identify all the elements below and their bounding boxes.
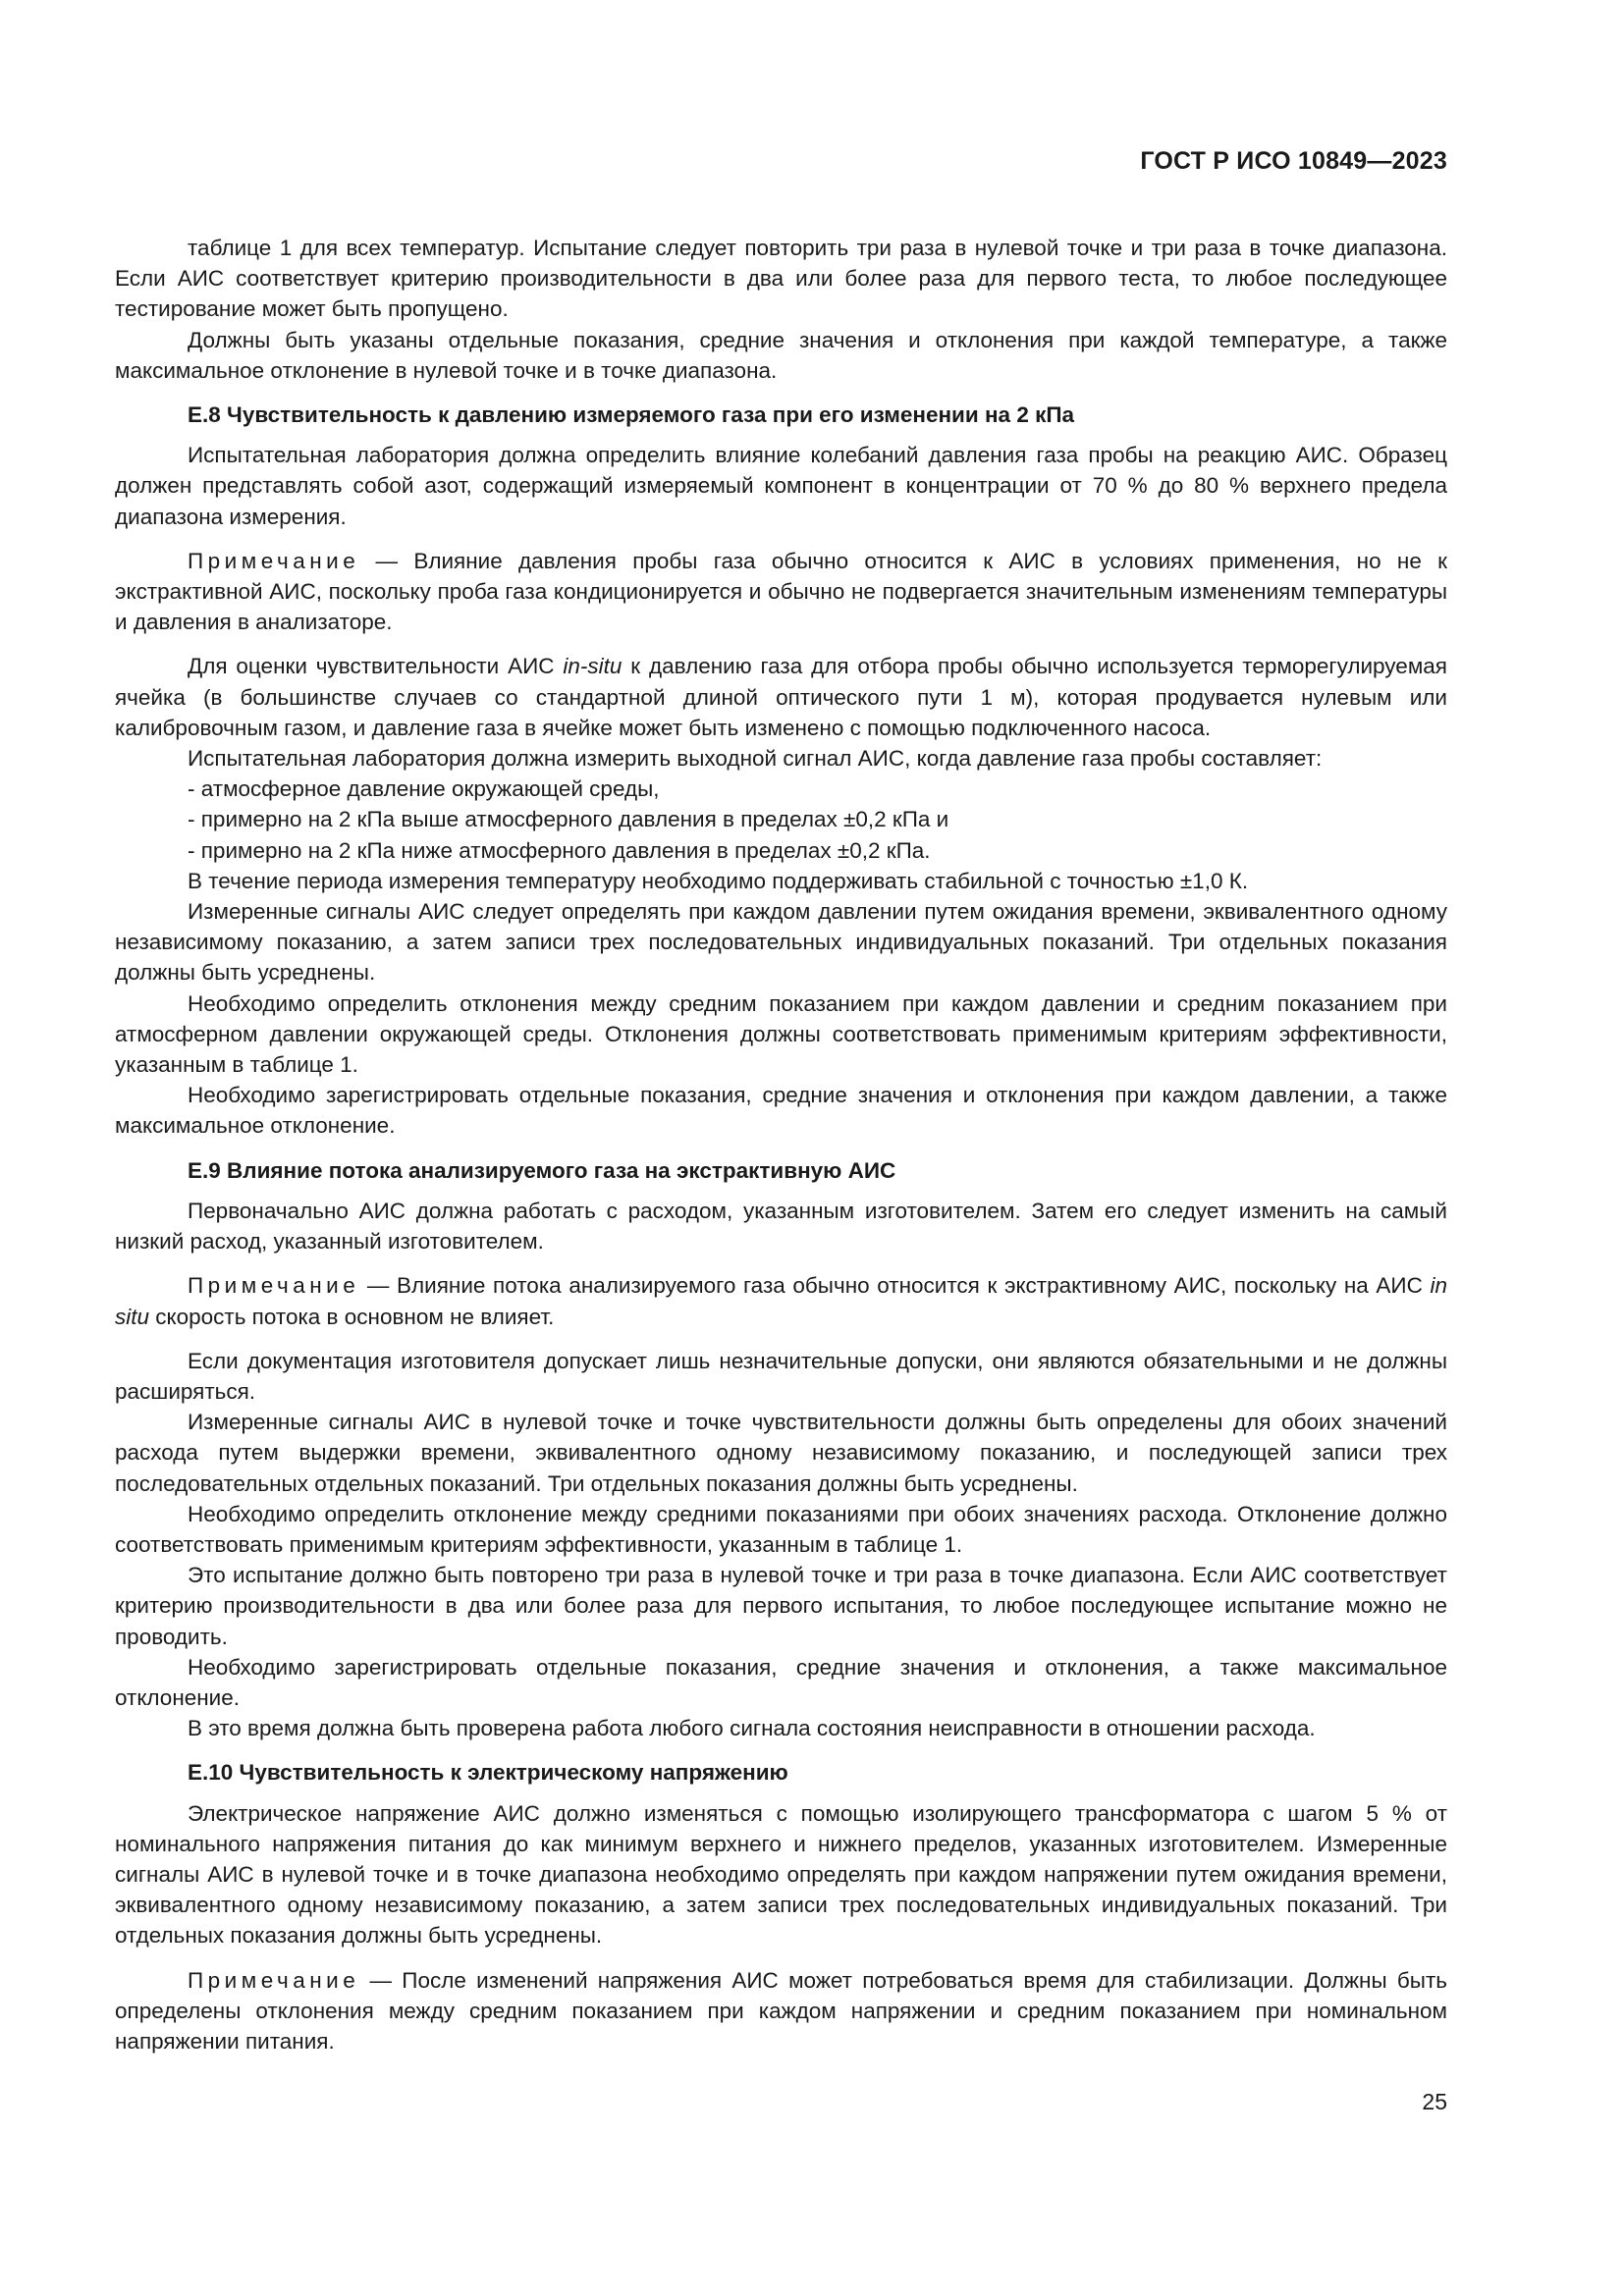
note-label: Примечание [188, 1273, 360, 1299]
note [115, 1270, 1447, 1331]
paragraph: Это испытание должно быть повторено три раза в нулевой точке и три раза в точке диапазона. Если АИС соответствует критерию производительности в два или более раза для первого испытания, то любое последующее испытание можно не проводить. [115, 1563, 1447, 1649]
note-text: — После изменений напряжения АИС может потребоваться время для стабилизации. Должны быть определены отклонения между средним показанием при каждом напряжении и средним показанием при номинальном напряжении питания. [115, 1967, 1447, 2054]
list-item: - атмосферное давление окружающей среды, [188, 776, 660, 802]
paragraph: Необходимо зарегистрировать отдельные показания, средние значения и отклонения при каждом давлении, а также максимальное отклонение. [115, 1083, 1447, 1139]
note-text: скорость потока в основном не влияет. [149, 1304, 555, 1329]
note-text: — Влияние потока анализируемого газа обычно относится к экстрактивному АИС, поскольку на АИС [359, 1273, 1431, 1299]
list-item: - примерно на 2 кПа выше атмосферного давления в пределах ±0,2 кПа и [188, 807, 949, 832]
note-label: Примечание [188, 548, 360, 573]
paragraph: Первоначально АИС должна работать с расходом, указанным изготовителем. Затем его следует изменить на самый низкий расход, указанный изготовителем. [115, 1198, 1447, 1255]
paragraph-text: к давлению газа для отбора пробы обычно используется терморегулируемая ячейка (в большинстве случаев со стандартной длиной оптического пути 1 м), которая продувается нулевым или калибровочным газом, и давление газа в ячейке может быть изменено с помощью подключенного насоса. [115, 654, 1447, 740]
paragraph-text: Для оценки чувствительности АИС [188, 654, 564, 679]
section-heading-e9: Е.9 Влияние потока анализируемого газа на экстрактивную АИС [188, 1157, 896, 1183]
document-header: ГОСТ Р ИСО 10849—2023 [1140, 147, 1447, 175]
section-heading-e10: Е.10 Чувствительность к электрическому напряжению [188, 1760, 788, 1786]
paragraph: Измеренные сигналы АИС в нулевой точке и точке чувствительности должны быть определены для обоих значений расхода путем выдержки времени, эквивалентного одному независимому показанию, и последующей записи трех последовательных отдельных показаний. Три отдельных показания должны быть усреднены. [115, 1410, 1447, 1496]
paragraph: Должны быть указаны отдельные показания, средние значения и отклонения при каждой температуре, а также максимальное отклонение в нулевой точке и в точке диапазона. [115, 327, 1447, 383]
note-label: Примечание [188, 1967, 360, 1993]
paragraph: В это время должна быть проверена работа любого сигнала состояния неисправности в отношении расхода. [188, 1716, 1316, 1741]
page-number: 25 [1422, 2089, 1447, 2114]
italic-term: in situ [115, 1273, 1447, 1329]
paragraph: Испытательная лаборатория должна измерить выходной сигнал АИС, когда давление газа пробы составляет: [188, 746, 1323, 772]
section-heading-e8: Е.8 Чувствительность к давлению измеряемого газа при его изменении на 2 кПа [188, 402, 1075, 428]
paragraph: Электрическое напряжение АИС должно изменяться с помощью изолирующего трансформатора с шагом 5 % от номинального напряжения питания до как минимум верхнего и нижнего пределов, указанных изготовителем. Измеренные сигналы АИС в нулевой точке и в точке диапазона необходимо определять при каждом напряжении путем ожидания времени, эквивалентного одному независимому показанию, а затем записи трех последовательных индивидуальных показаний. Три отдельных показания должны быть усреднены. [115, 1800, 1447, 1949]
list-item: - примерно на 2 кПа ниже атмосферного давления в пределах ±0,2 кПа. [188, 837, 931, 863]
paragraph: Необходимо зарегистрировать отдельные показания, средние значения и отклонения, а также максимальное отклонение. [115, 1654, 1447, 1710]
paragraph: Необходимо определить отклонения между средним показанием при каждом давлении и средним показанием при атмосферном давлении окружающей среды. Отклонения должны соответствовать применимым критериям эффективности, указанным в таблице 1. [115, 990, 1447, 1078]
paragraph: таблице 1 для всех температур. Испытание следует повторить три раза в нулевой точке и три раза в точке диапазона. Если АИС соответствует критерию производительности в два или более раза для первого теста, то любое последующее тестирование может быть пропущено. [115, 236, 1447, 322]
paragraph [115, 651, 1447, 743]
paragraph: Измеренные сигналы АИС следует определять при каждом давлении путем ожидания времени, эквивалентного одному независимому показанию, а затем записи трех последовательных индивидуальных показаний. Три отдельных показания должны быть усреднены. [115, 899, 1447, 986]
italic-term: in-situ [563, 654, 623, 679]
note [115, 546, 1447, 638]
paragraph: Если документация изготовителя допускает лишь незначительные допуски, они являются обязательными и не должны расширяться. [115, 1348, 1447, 1404]
paragraph: Необходимо определить отклонение между средними показаниями при обоих значениях расхода. Отклонение должно соответствовать применимым критериям эффективности, указанным в таблице 1. [115, 1501, 1447, 1557]
paragraph: В течение периода измерения температуру необходимо поддерживать стабильной с точностью ±1,0 К. [188, 868, 1249, 893]
note [115, 1965, 1447, 2057]
page-body [115, 233, 1447, 2056]
paragraph: Испытательная лаборатория должна определить влияние колебаний давления газа пробы на реакцию АИС. Образец должен представлять собой азот, содержащий измеряемый компонент в концентрации от 70 % до 80 % верхнего предела диапазона измерения. [115, 443, 1447, 529]
note-text: — Влияние давления пробы газа обычно относится к АИС в условиях применения, но не к экстрактивной АИС, поскольку проба газа кондиционируется и обычно не подвергается значительным изменениям температуры и давления в анализаторе. [115, 548, 1447, 635]
